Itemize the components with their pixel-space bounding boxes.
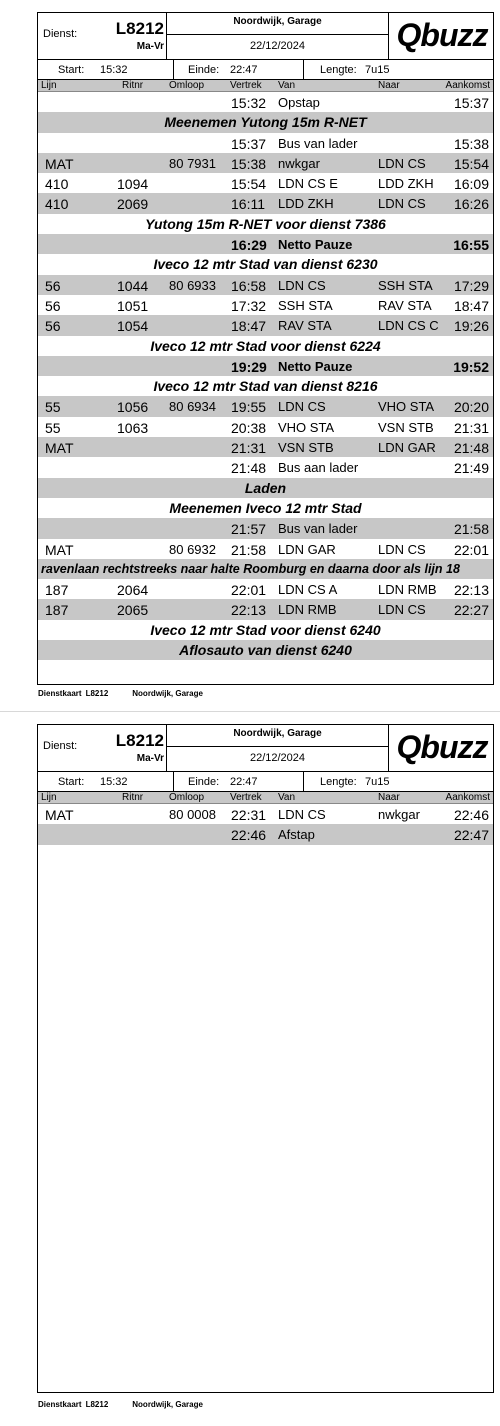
date: 22/12/2024: [249, 752, 306, 764]
cell-vertrek: 16:11: [231, 196, 265, 213]
lengte-value: 7u15: [365, 776, 390, 788]
cell-naar: LDN GAR: [378, 440, 436, 456]
cell-lijn: 55: [45, 399, 61, 416]
col-ritnr: Ritnr: [122, 792, 144, 803]
date: 22/12/2024: [249, 40, 306, 52]
cell-aankomst: 15:54: [453, 155, 489, 172]
cell-aankomst: 22:46: [453, 807, 489, 823]
cell-omloop: 80 6933: [169, 277, 216, 293]
section-title: Iveco 12 mtr Stad voor dienst 6240: [150, 621, 381, 638]
section-title-row: [38, 620, 493, 640]
cell-aankomst: 21:48: [453, 440, 489, 457]
cell-van: LDN CS: [278, 399, 326, 415]
cell-lijn: 55: [45, 419, 61, 436]
footer-label: Dienstkaart: [38, 1400, 82, 1409]
card-header: [38, 725, 493, 772]
col-van: Van: [278, 792, 296, 803]
cell-omloop: 80 6932: [169, 541, 216, 557]
cell-aankomst: 15:38: [453, 135, 489, 152]
cell-lijn: 410: [45, 196, 69, 213]
cell-vertrek: 22:46: [231, 827, 267, 844]
table-row: [38, 92, 493, 112]
cell-van: RAV STA: [278, 318, 332, 334]
section-title: Laden: [244, 479, 287, 496]
einde-time: 22:47: [230, 64, 258, 76]
section-title: Meenemen Yutong 15m R-NET: [164, 114, 367, 131]
start-time: 15:32: [100, 64, 128, 76]
col-vertrek: Vertrek: [230, 792, 262, 803]
section-title-row: [38, 254, 493, 274]
cell-vertrek: 22:31: [231, 807, 267, 823]
cell-ritnr: 1044: [117, 277, 149, 294]
cell-lijn: 187: [45, 582, 69, 599]
cell-lijn: MAT: [45, 541, 74, 558]
col-aankomst: Aankomst: [445, 792, 490, 803]
cell-aankomst: 15:37: [453, 95, 489, 111]
cell-naar: LDN CS: [378, 196, 426, 212]
cell-lijn: 56: [45, 318, 61, 335]
cell-aankomst: 16:09: [453, 176, 489, 193]
cell-vertrek: 19:55: [231, 399, 267, 416]
cell-ritnr: 2069: [117, 196, 149, 213]
table-row: [38, 804, 493, 824]
footer-dienst: L8212: [85, 689, 109, 698]
lengte-label: Lengte:: [320, 64, 357, 76]
cell-aankomst: 19:26: [453, 318, 489, 335]
col-lijn: Lijn: [41, 80, 57, 91]
dienst-label: Dienst:: [43, 740, 78, 752]
cell-vertrek: 15:37: [231, 135, 267, 152]
section-title-row: [38, 214, 493, 234]
pause-row: [38, 356, 493, 376]
dienst-days: Ma-Vr: [136, 753, 164, 764]
table-row: [38, 518, 493, 538]
cell-vertrek: 21:31: [231, 440, 267, 457]
times-bar: [38, 772, 493, 792]
qbuzz-logo: Qbuzz: [396, 729, 488, 765]
dienst-number: L8212: [115, 19, 164, 38]
page-1: [0, 0, 500, 712]
cell-aankomst: 22:13: [453, 582, 489, 599]
cell-lijn: MAT: [45, 440, 74, 457]
cell-aankomst: 22:27: [453, 602, 489, 619]
cell-naar: LDD ZKH: [378, 176, 434, 192]
cell-vertrek: 22:13: [231, 602, 267, 619]
section-title-row: [38, 559, 493, 579]
table-row: [38, 396, 493, 416]
table-row: [38, 193, 493, 213]
cell-omloop: 80 7931: [169, 155, 216, 171]
cell-vertrek: 18:47: [231, 318, 267, 335]
location: Noordwijk, Garage: [233, 16, 322, 27]
cell-vertrek: 21:58: [231, 541, 267, 558]
cell-van: Afstap: [278, 827, 315, 843]
start-time: 15:32: [100, 776, 128, 788]
schedule-table: [38, 804, 493, 845]
einde-time: 22:47: [230, 776, 258, 788]
cell-ritnr: 1054: [117, 318, 149, 335]
start-label: Start:: [58, 64, 85, 76]
cell-lijn: 56: [45, 277, 61, 294]
section-title: Aflosauto van dienst 6240: [179, 642, 352, 659]
cell-vertrek: 21:57: [231, 521, 267, 538]
section-title-row: [38, 498, 493, 518]
cell-vertrek: 16:29: [231, 237, 267, 254]
cell-vertrek: 16:58: [231, 277, 267, 294]
cell-aankomst: 18:47: [453, 297, 489, 314]
cell-aankomst: 20:20: [453, 399, 489, 416]
cell-van: LDN CS A: [278, 582, 338, 598]
cell-ritnr: 2064: [117, 582, 149, 599]
cell-van: VSN STB: [278, 440, 334, 456]
cell-aankomst: 22:01: [453, 541, 489, 558]
cell-vertrek: 22:01: [231, 582, 267, 599]
cell-vertrek: 19:29: [231, 358, 267, 375]
cell-naar: LDN CS: [378, 541, 426, 557]
cell-naar: LDN CS: [378, 155, 426, 171]
cell-aankomst: 16:55: [453, 237, 489, 254]
table-row: [38, 295, 493, 315]
schedule-table: [38, 92, 493, 660]
column-header: [38, 80, 493, 92]
cell-vertrek: 21:48: [231, 460, 267, 477]
cell-van: Bus van lader: [278, 135, 358, 151]
section-title: Iveco 12 mtr Stad van dienst 8216: [153, 378, 378, 395]
footer-label: Dienstkaart: [38, 689, 82, 698]
table-row: [38, 275, 493, 295]
cell-ritnr: 1056: [117, 399, 149, 416]
col-omloop: Omloop: [169, 80, 205, 91]
column-header: [38, 792, 493, 804]
cell-aankomst: 22:47: [453, 827, 489, 844]
cell-vertrek: 15:32: [231, 95, 267, 111]
cell-vertrek: 15:54: [231, 176, 267, 193]
table-row: [38, 437, 493, 457]
dienstkaart-card: [37, 12, 494, 685]
col-naar: Naar: [378, 80, 400, 91]
card-header: [38, 13, 493, 60]
table-row: [38, 173, 493, 193]
col-naar: Naar: [378, 792, 400, 803]
col-lijn: Lijn: [41, 792, 57, 803]
table-row: [38, 599, 493, 619]
section-title: Iveco 12 mtr Stad van dienst 6230: [153, 256, 378, 273]
table-row: [38, 153, 493, 173]
cell-aankomst: 21:58: [453, 521, 489, 538]
section-title-row: [38, 478, 493, 498]
times-bar: [38, 60, 493, 80]
cell-van: VHO STA: [278, 419, 335, 435]
cell-van: LDN CS: [278, 807, 326, 822]
section-title: Meenemen Iveco 12 mtr Stad: [169, 499, 362, 516]
cell-van: LDN GAR: [278, 541, 336, 557]
section-title: ravenlaan rechtstreeks naar halte Roomburg en daarna door als lijn 18: [41, 561, 460, 576]
cell-naar: LDN CS C: [378, 318, 439, 334]
pause-row: [38, 234, 493, 254]
einde-label: Einde:: [188, 64, 220, 76]
section-title-row: [38, 376, 493, 396]
cell-ritnr: 1051: [117, 297, 149, 314]
cell-lijn: 187: [45, 602, 69, 619]
footer-location: Noordwijk, Garage: [132, 1400, 203, 1409]
cell-van: Opstap: [278, 95, 320, 110]
cell-van: Bus van lader: [278, 521, 358, 537]
cell-naar: VSN STB: [378, 419, 434, 435]
cell-naar: nwkgar: [378, 807, 420, 822]
cell-van: LDN RMB: [278, 602, 337, 618]
cell-lijn: 56: [45, 297, 61, 314]
footer-dienst: L8212: [85, 1400, 109, 1409]
col-aankomst: Aankomst: [445, 80, 490, 91]
section-title: Iveco 12 mtr Stad voor dienst 6224: [150, 337, 381, 354]
cell-aankomst: 16:26: [453, 196, 489, 213]
section-title: Yutong 15m R-NET voor dienst 7386: [145, 215, 386, 232]
col-omloop: Omloop: [169, 792, 205, 803]
dienst-days: Ma-Vr: [136, 41, 164, 52]
footer-location: Noordwijk, Garage: [132, 689, 203, 698]
table-row: [38, 133, 493, 153]
lengte-value: 7u15: [365, 64, 390, 76]
cell-van: LDD ZKH: [278, 196, 334, 212]
cell-ritnr: 2065: [117, 602, 149, 619]
location: Noordwijk, Garage: [233, 728, 322, 739]
cell-van: Netto Pauze: [278, 237, 353, 253]
section-title-row: [38, 112, 493, 132]
cell-aankomst: 21:49: [453, 460, 489, 477]
table-row: [38, 457, 493, 477]
col-ritnr: Ritnr: [122, 80, 144, 91]
cell-naar: VHO STA: [378, 399, 435, 415]
col-van: Van: [278, 80, 296, 91]
col-vertrek: Vertrek: [230, 80, 262, 91]
cell-naar: LDN RMB: [378, 582, 437, 598]
cell-ritnr: 1063: [117, 419, 149, 436]
table-row: [38, 315, 493, 335]
table-row: [38, 539, 493, 559]
dienst-number: L8212: [115, 731, 164, 750]
cell-lijn: MAT: [45, 807, 74, 823]
cell-aankomst: 17:29: [453, 277, 489, 294]
page-footer: [38, 689, 227, 698]
cell-omloop: 80 6934: [169, 399, 216, 415]
cell-omloop: 80 0008: [169, 807, 216, 822]
table-row: [38, 417, 493, 437]
einde-label: Einde:: [188, 776, 220, 788]
cell-lijn: 410: [45, 176, 69, 193]
cell-van: Bus aan lader: [278, 460, 359, 476]
cell-naar: SSH STA: [378, 277, 433, 293]
cell-aankomst: 19:52: [453, 358, 489, 375]
cell-aankomst: 21:31: [453, 419, 489, 436]
cell-van: LDN CS E: [278, 176, 338, 192]
dienstkaart-card: [37, 724, 494, 1393]
cell-vertrek: 15:38: [231, 155, 267, 172]
cell-naar: LDN CS: [378, 602, 426, 618]
dienst-label: Dienst:: [43, 28, 78, 40]
cell-vertrek: 17:32: [231, 297, 267, 314]
start-label: Start:: [58, 776, 85, 788]
section-title-row: [38, 640, 493, 660]
cell-ritnr: 1094: [117, 176, 149, 193]
cell-van: SSH STA: [278, 297, 333, 313]
cell-naar: RAV STA: [378, 297, 432, 313]
cell-van: nwkgar: [278, 155, 320, 171]
cell-van: Netto Pauze: [278, 358, 353, 374]
section-title-row: [38, 336, 493, 356]
table-row: [38, 579, 493, 599]
page-2: [0, 712, 500, 1426]
cell-lijn: MAT: [45, 155, 74, 172]
cell-van: LDN CS: [278, 277, 326, 293]
page-footer: [38, 1400, 227, 1409]
lengte-label: Lengte:: [320, 776, 357, 788]
cell-vertrek: 20:38: [231, 419, 267, 436]
table-row: [38, 824, 493, 844]
qbuzz-logo: Qbuzz: [396, 17, 488, 53]
